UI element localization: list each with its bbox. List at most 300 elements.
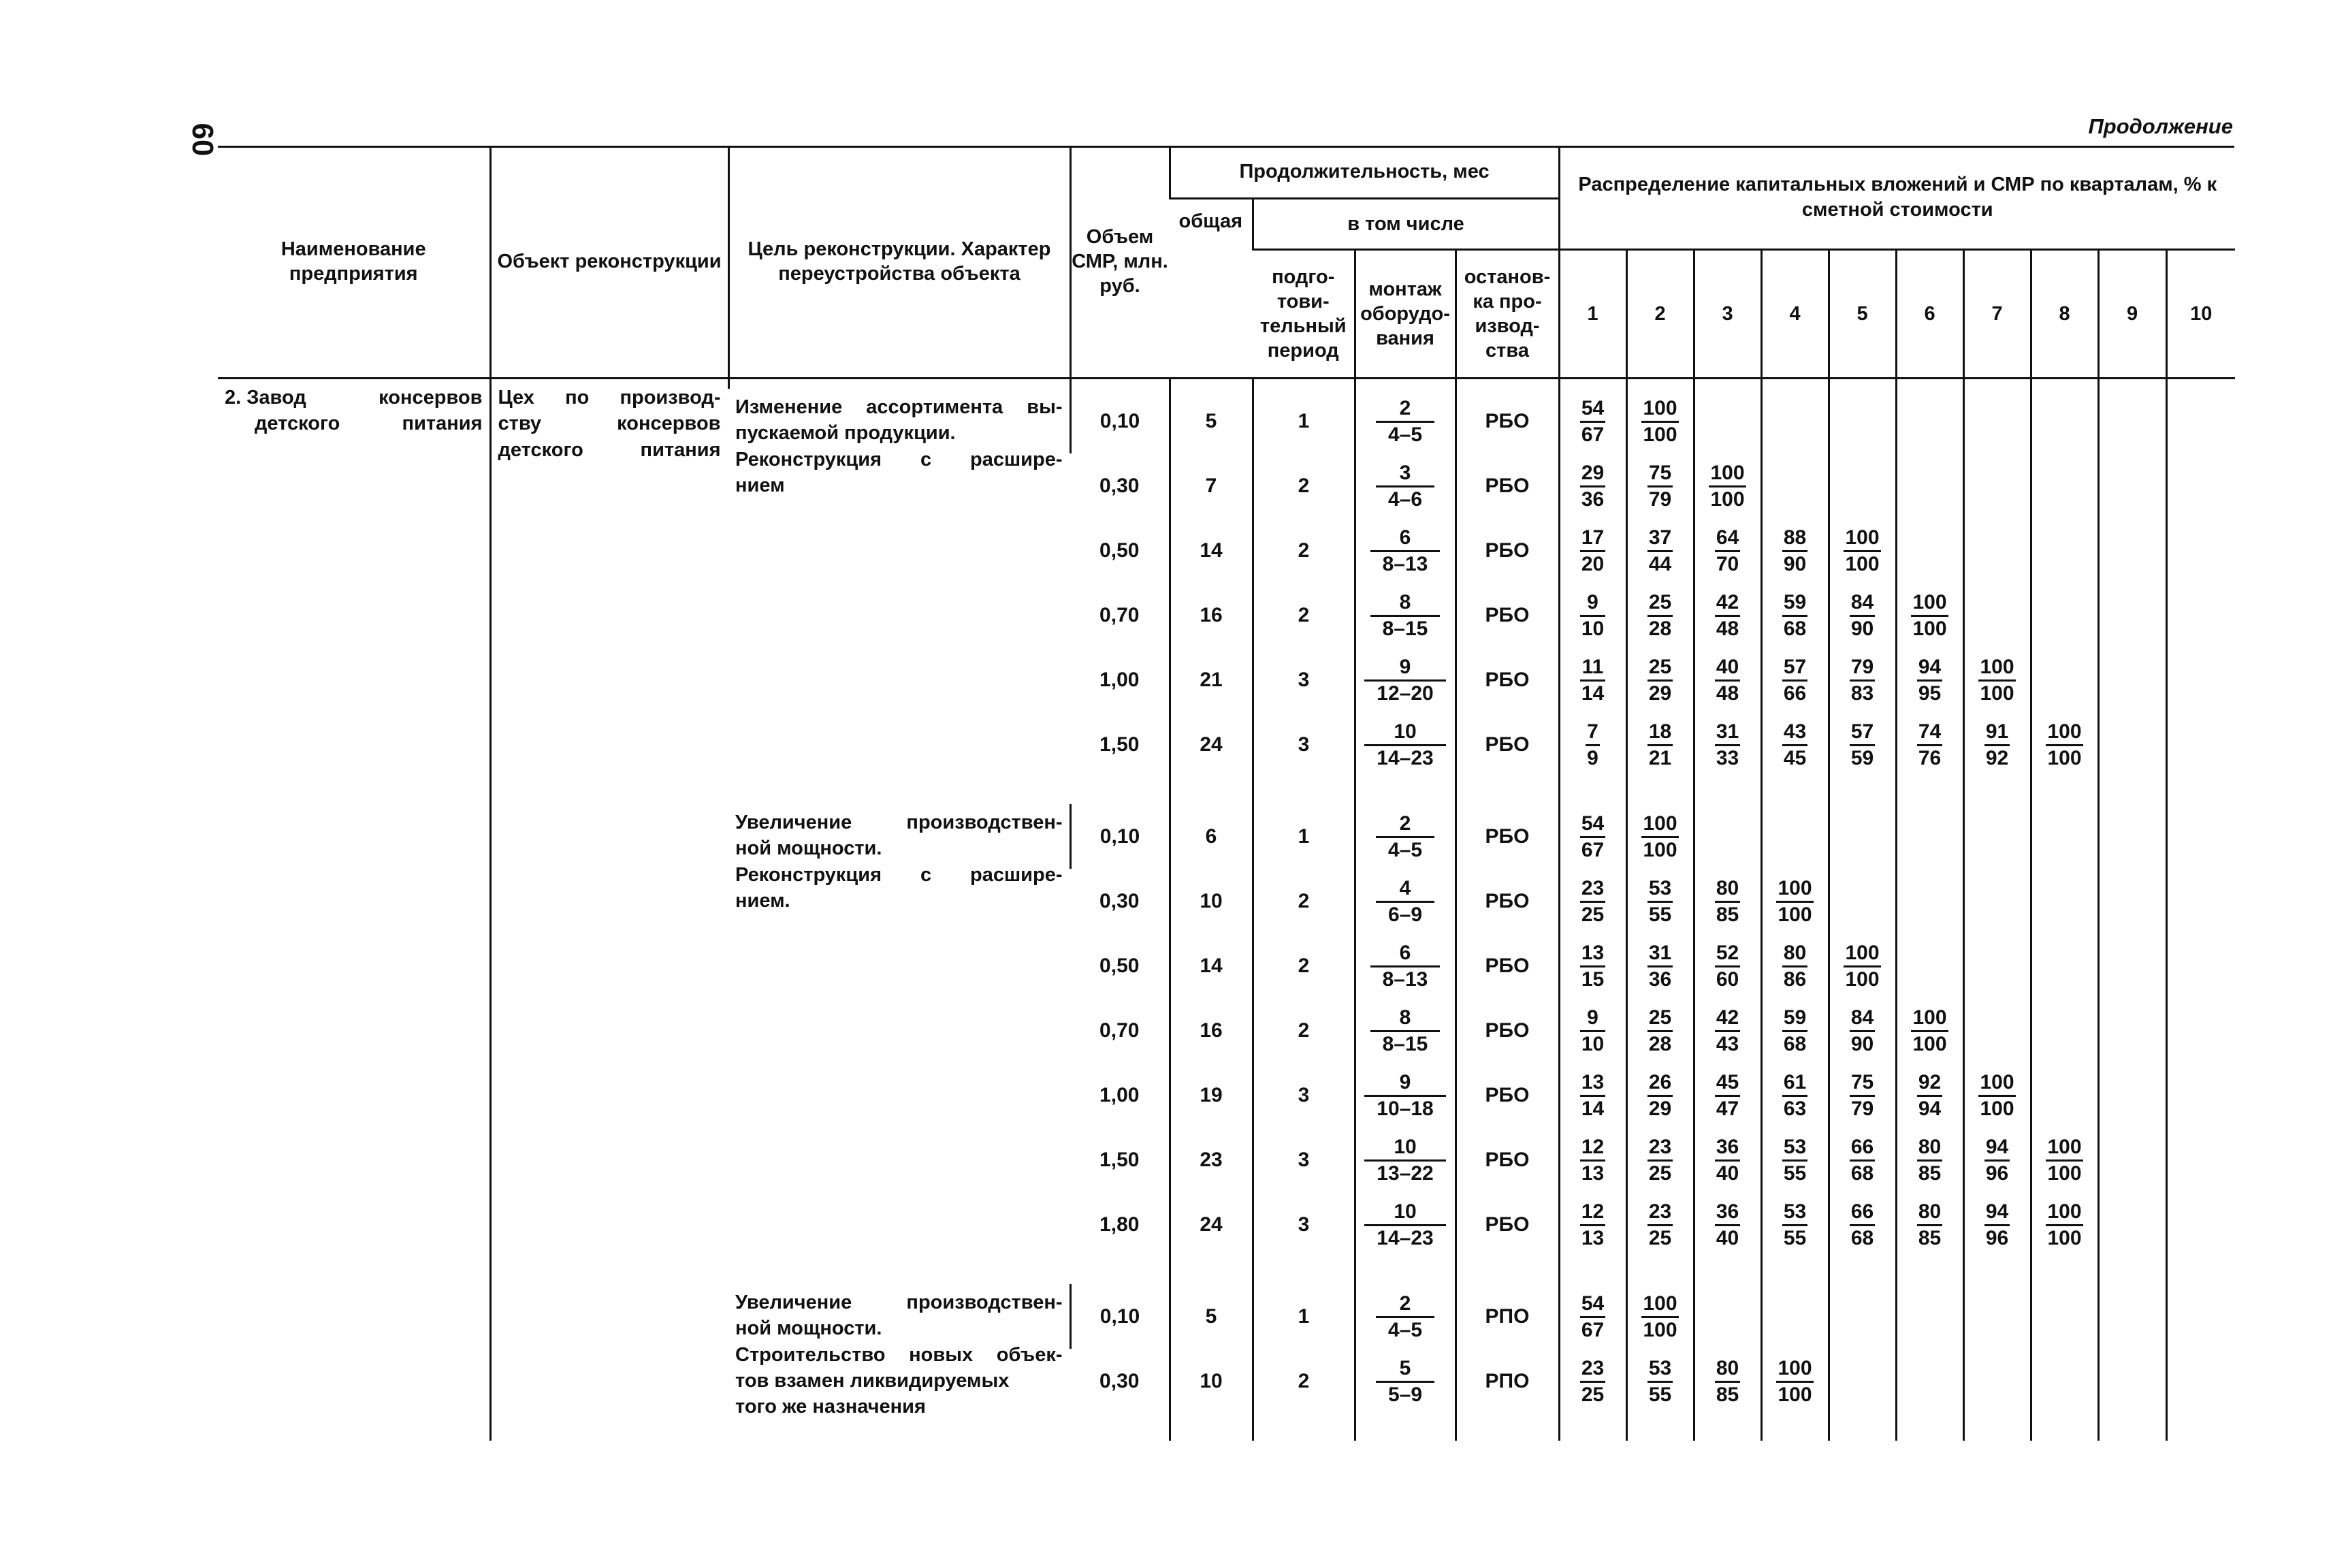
mount-fraction-numerator: 8 [1399, 591, 1411, 613]
prep-period-cell: 2 [1253, 869, 1355, 933]
quarter-cell-4 [1761, 1349, 1829, 1413]
total-duration-cell: 14 [1170, 518, 1253, 583]
quarter-fraction-numerator: 75 [1648, 462, 1672, 484]
quarter-fraction-numerator: 37 [1648, 526, 1672, 549]
mount-fraction-denominator: 5–9 [1376, 1381, 1434, 1406]
quarter-fraction-numerator: 61 [1783, 1071, 1807, 1093]
quarter-fraction-denominator: 25 [1647, 1224, 1673, 1249]
col-header-prep: подго-тови-тельный период [1253, 250, 1355, 379]
quarter-fraction-denominator: 55 [1647, 1381, 1673, 1406]
quarter-fraction-denominator: 68 [1850, 1224, 1875, 1249]
quarter-cell-2 [1626, 1284, 1694, 1349]
quarter-fraction-denominator: 100 [1641, 421, 1678, 446]
quarter-fraction-numerator: 36 [1716, 1200, 1739, 1223]
quarter-fraction-denominator: 66 [1782, 679, 1807, 705]
mount-fraction [1376, 878, 1434, 925]
quarter-fraction-numerator: 52 [1716, 942, 1739, 964]
quarter-fraction-denominator: 36 [1580, 485, 1605, 511]
goal-line: пускаемой продукции. [735, 422, 956, 445]
pad-cell [1253, 379, 1355, 389]
quarter-fraction-numerator: 57 [1850, 720, 1874, 743]
quarter-fraction [1715, 1358, 1740, 1405]
table-body [218, 379, 2235, 1441]
quarter-fraction-numerator: 57 [1783, 656, 1807, 678]
prep-period-cell: 2 [1253, 998, 1355, 1063]
gap-cell [1253, 1413, 1355, 1441]
quarter-fraction-denominator: 25 [1647, 1159, 1673, 1185]
quarter-fraction [1917, 656, 1942, 704]
gap-cell [2166, 1257, 2235, 1284]
quarter-fraction-denominator: 85 [1715, 1381, 1740, 1406]
quarter-cell-7 [1963, 1127, 2031, 1192]
quarter-fraction [1647, 1358, 1673, 1405]
volume-cell: 1,80 [1099, 1213, 1140, 1236]
quarter-fraction-numerator: 64 [1716, 526, 1739, 549]
quarter-cell-4 [1761, 453, 1829, 518]
quarter-fraction-numerator: 18 [1648, 720, 1672, 743]
mount-fraction-denominator: 14–23 [1364, 1224, 1445, 1249]
total-duration-cell: 24 [1170, 1192, 1253, 1257]
quarter-cell-9 [2098, 998, 2166, 1063]
quarter-fraction-denominator: 45 [1782, 744, 1807, 769]
quarter-fraction [1850, 592, 1875, 639]
quarter-fraction-numerator: 53 [1648, 1357, 1672, 1379]
quarter-fraction [1647, 527, 1673, 575]
quarter-cell-6 [1896, 1192, 1963, 1257]
quarter-cell-1 [1559, 998, 1626, 1063]
quarter-cell-8 [2031, 712, 2098, 777]
quarter-cell-3 [1694, 1192, 1761, 1257]
object-line-word: Цех [498, 387, 534, 409]
mount-fraction [1376, 462, 1434, 510]
object-line [498, 411, 721, 436]
quarter-cell-5 [1829, 1349, 1896, 1413]
quarter-fraction [1917, 1136, 1942, 1184]
total-duration-cell: 14 [1170, 933, 1253, 998]
quarter-fraction [1782, 656, 1807, 704]
quarter-fraction [1850, 1072, 1875, 1119]
quarter-fraction-denominator: 100 [2046, 744, 2083, 769]
quarter-fraction-denominator: 100 [1911, 615, 1948, 640]
col-header-quarter-7: 7 [1963, 250, 2031, 379]
quarter-fraction-numerator: 80 [1783, 942, 1807, 964]
pad-cell [1963, 379, 2031, 389]
volume-cell: 0,70 [1099, 603, 1140, 626]
quarter-cell-3 [1694, 647, 1761, 712]
quarter-cell-7 [1963, 998, 2031, 1063]
quarter-fraction-numerator: 43 [1783, 720, 1807, 743]
quarter-cell-5 [1829, 1127, 1896, 1192]
prep-period-cell: 2 [1253, 583, 1355, 647]
quarter-cell-3 [1694, 1349, 1761, 1413]
quarter-fraction [1917, 1072, 1942, 1119]
quarter-cell-2 [1626, 518, 1694, 583]
stop-cell: РБО [1456, 518, 1559, 583]
gap-cell [2031, 1257, 2098, 1284]
quarter-fraction [1580, 1293, 1605, 1341]
quarter-fraction-numerator: 9 [1587, 1006, 1598, 1029]
gap-cell [2098, 1257, 2166, 1284]
quarter-cell-6 [1896, 453, 1963, 518]
quarter-cell-6 [1896, 933, 1963, 998]
pad-cell [1694, 379, 1761, 389]
quarter-fraction-denominator: 79 [1850, 1095, 1875, 1120]
goal-line: Строительство новых объек- [735, 1343, 1063, 1366]
quarter-fraction-numerator: 59 [1783, 1006, 1807, 1029]
quarter-cell-9 [2098, 1063, 2166, 1127]
pad-cell [2031, 379, 2098, 389]
quarter-cell-4 [1761, 1192, 1829, 1257]
quarter-cell-6 [1896, 1284, 1963, 1349]
quarter-cell-9 [2098, 1349, 2166, 1413]
quarter-fraction [1782, 1072, 1807, 1119]
gap-cell [2166, 1413, 2235, 1441]
quarter-fraction [1715, 721, 1740, 769]
quarter-fraction-numerator: 7 [1587, 720, 1598, 743]
mount-fraction-denominator: 13–22 [1364, 1159, 1445, 1185]
gap-cell [1355, 777, 1456, 804]
quarter-cell-10 [2166, 1063, 2235, 1127]
quarter-cell-2 [1626, 389, 1694, 453]
schedule-table [218, 146, 2235, 1441]
quarter-cell-10 [2166, 1349, 2235, 1413]
total-duration-cell: 10 [1170, 1349, 1253, 1413]
quarter-cell-2 [1626, 647, 1694, 712]
quarter-fraction [1715, 1007, 1740, 1055]
gap-cell [1070, 1257, 1170, 1284]
quarter-fraction [1984, 1136, 2010, 1184]
quarter-fraction [2046, 721, 2083, 769]
quarter-fraction-denominator: 55 [1782, 1224, 1807, 1249]
quarter-cell-8 [2031, 933, 2098, 998]
quarter-fraction-numerator: 23 [1648, 1200, 1672, 1223]
quarter-fraction-denominator: 68 [1782, 1030, 1807, 1055]
gap-cell [1829, 777, 1896, 804]
quarter-cell-5 [1829, 712, 1896, 777]
quarter-fraction [1782, 592, 1807, 639]
quarter-cell-2 [1626, 804, 1694, 869]
volume-cell: 0,70 [1099, 1019, 1140, 1042]
quarter-fraction-numerator: 23 [1581, 1357, 1605, 1379]
quarter-fraction-denominator: 10 [1580, 1030, 1605, 1055]
stop-cell: РБО [1456, 583, 1559, 647]
continuation-label: Продолжение [2088, 114, 2233, 138]
quarter-cell-8 [2031, 647, 2098, 712]
gap-cell [1896, 1413, 1963, 1441]
quarter-cell-2 [1626, 453, 1694, 518]
pad-cell [1170, 379, 1253, 389]
quarter-fraction-denominator: 100 [1776, 901, 1813, 926]
quarter-cell-10 [2166, 389, 2235, 453]
quarter-fraction [1782, 1136, 1807, 1184]
mount-fraction-numerator: 10 [1394, 1136, 1417, 1158]
quarter-cell-5 [1829, 804, 1896, 869]
gap-cell [2031, 1413, 2098, 1441]
goal-cell [728, 389, 1070, 804]
quarter-fraction-numerator: 100 [1710, 462, 1745, 484]
gap-cell [1963, 1257, 2031, 1284]
pad-cell [2098, 379, 2166, 389]
mount-fraction [1376, 813, 1434, 861]
goal-cell [728, 804, 1070, 1284]
quarter-fraction-denominator: 100 [1978, 679, 2015, 705]
quarter-cell-3 [1694, 1063, 1761, 1127]
gap-cell [1896, 1257, 1963, 1284]
quarter-fraction [1580, 1007, 1605, 1055]
schedule-table-frame [218, 146, 2234, 1463]
stop-cell: РБО [1456, 1127, 1559, 1192]
goal-line: нием [735, 474, 785, 496]
goal-line: нием. [735, 889, 790, 912]
quarter-fraction [1580, 1136, 1605, 1184]
quarter-fraction-numerator: 25 [1648, 1006, 1672, 1029]
col-header-quarter-8: 8 [2031, 250, 2098, 379]
quarter-fraction-denominator: 92 [1984, 744, 2010, 769]
prep-period-cell: 2 [1253, 453, 1355, 518]
quarter-fraction [1911, 592, 1948, 639]
quarter-fraction-denominator: 25 [1580, 1381, 1605, 1406]
quarter-fraction-denominator: 20 [1580, 550, 1605, 575]
quarter-fraction-numerator: 17 [1581, 526, 1605, 549]
quarter-fraction-denominator: 47 [1715, 1095, 1740, 1120]
quarter-fraction-numerator: 100 [1980, 1071, 2014, 1093]
gap-cell [1170, 1257, 1253, 1284]
quarter-cell-1 [1559, 1127, 1626, 1192]
quarter-cell-4 [1761, 998, 1829, 1063]
total-duration-cell: 6 [1170, 804, 1253, 869]
quarter-fraction-numerator: 12 [1581, 1136, 1605, 1158]
col-header-duration: Продолжительность, мес [1170, 146, 1559, 199]
mount-fraction [1376, 1358, 1434, 1405]
gap-cell [1626, 1413, 1694, 1441]
quarter-cell-1 [1559, 453, 1626, 518]
gap-cell [1559, 1413, 1626, 1441]
prep-period-cell: 1 [1253, 1284, 1355, 1349]
quarter-fraction-numerator: 66 [1850, 1200, 1874, 1223]
total-duration-cell: 23 [1170, 1127, 1253, 1192]
quarter-fraction-numerator: 59 [1783, 591, 1807, 613]
mount-fraction-denominator: 6–9 [1376, 901, 1434, 926]
quarter-fraction-denominator: 90 [1850, 1030, 1875, 1055]
quarter-fraction-denominator: 100 [1978, 1095, 2015, 1120]
quarter-cell-7 [1963, 933, 2031, 998]
mount-fraction-denominator: 8–15 [1370, 1030, 1441, 1055]
mount-fraction-numerator: 5 [1399, 1357, 1411, 1379]
quarter-fraction-denominator: 28 [1647, 615, 1673, 640]
quarter-cell-8 [2031, 583, 2098, 647]
quarter-fraction [1850, 1136, 1875, 1184]
gap-cell [1170, 777, 1253, 804]
mount-cell [1355, 1063, 1456, 1127]
quarter-fraction-numerator: 25 [1648, 591, 1672, 613]
gap-cell [1070, 1413, 1170, 1441]
mount-fraction-denominator: 14–23 [1364, 744, 1445, 769]
quarter-cell-3 [1694, 804, 1761, 869]
quarter-cell-10 [2166, 1127, 2235, 1192]
quarter-fraction-denominator: 100 [2046, 1159, 2083, 1185]
quarter-fraction-numerator: 80 [1918, 1136, 1942, 1158]
quarter-fraction-numerator: 54 [1581, 812, 1605, 835]
quarter-fraction-numerator: 53 [1783, 1200, 1807, 1223]
quarter-fraction-denominator: 76 [1917, 744, 1942, 769]
quarter-cell-8 [2031, 518, 2098, 583]
quarter-fraction-denominator: 68 [1782, 615, 1807, 640]
quarter-cell-3 [1694, 869, 1761, 933]
quarter-cell-7 [1963, 1349, 2031, 1413]
mount-fraction-numerator: 2 [1399, 1292, 1411, 1315]
quarter-fraction-denominator: 29 [1647, 679, 1673, 705]
quarter-fraction-numerator: 31 [1648, 942, 1672, 964]
quarter-cell-7 [1963, 583, 2031, 647]
mount-cell [1355, 583, 1456, 647]
total-duration-cell: 16 [1170, 998, 1253, 1063]
quarter-cell-8 [2031, 869, 2098, 933]
quarter-fraction [1647, 1201, 1673, 1249]
enterprise-line-word: 2. Завод [225, 387, 306, 409]
quarter-cell-4 [1761, 1127, 1829, 1192]
goal-line: Изменение ассортимента вы- [735, 396, 1063, 418]
quarter-cell-6 [1896, 869, 1963, 933]
mount-fraction-denominator: 10–18 [1364, 1095, 1445, 1120]
gap-cell [1626, 777, 1694, 804]
stop-cell: РБО [1456, 804, 1559, 869]
quarter-fraction-denominator: 68 [1850, 1159, 1875, 1185]
quarter-fraction [1776, 1358, 1813, 1405]
mount-fraction-denominator: 8–15 [1370, 615, 1441, 640]
quarter-fraction [1580, 527, 1605, 575]
quarter-cell-1 [1559, 933, 1626, 998]
object-line-word: ству [498, 413, 542, 435]
quarter-cell-9 [2098, 933, 2166, 998]
quarter-cell-4 [1761, 583, 1829, 647]
quarter-fraction-numerator: 100 [1778, 877, 1812, 899]
quarter-fraction-numerator: 100 [2047, 1136, 2082, 1158]
quarter-cell-9 [2098, 1127, 2166, 1192]
quarter-fraction [1586, 721, 1600, 769]
quarter-fraction-denominator: 67 [1580, 1316, 1605, 1341]
quarter-fraction-denominator: 21 [1647, 744, 1673, 769]
prep-period-cell: 3 [1253, 647, 1355, 712]
mount-fraction-numerator: 2 [1399, 397, 1411, 419]
quarter-fraction-denominator: 96 [1984, 1159, 2010, 1185]
prep-period-cell: 2 [1253, 518, 1355, 583]
object-line [498, 385, 721, 411]
gap-cell [1170, 1413, 1253, 1441]
quarter-fraction [1580, 592, 1605, 639]
quarter-cell-1 [1559, 1063, 1626, 1127]
quarter-cell-3 [1694, 1127, 1761, 1192]
quarter-fraction [1647, 1136, 1673, 1184]
mount-cell [1355, 647, 1456, 712]
mount-cell [1355, 998, 1456, 1063]
gap-cell [2098, 1413, 2166, 1441]
quarter-fraction-denominator: 100 [1844, 965, 1880, 991]
quarter-fraction-denominator: 100 [1641, 1316, 1678, 1341]
gap-cell [1694, 1257, 1761, 1284]
quarter-cell-7 [1963, 1284, 2031, 1349]
quarter-fraction-denominator: 67 [1580, 421, 1605, 446]
volume-cell: 0,50 [1099, 954, 1140, 977]
gap-cell [1761, 777, 1829, 804]
quarter-cell-6 [1896, 389, 1963, 453]
quarter-fraction [1978, 656, 2015, 704]
quarter-fraction [1647, 942, 1673, 990]
quarter-cell-4 [1761, 933, 1829, 998]
gap-cell [1559, 777, 1626, 804]
quarter-fraction-denominator: 44 [1647, 550, 1673, 575]
quarter-fraction-denominator: 43 [1715, 1030, 1740, 1055]
quarter-fraction [1715, 1072, 1740, 1119]
quarter-fraction-denominator: 96 [1984, 1224, 2010, 1249]
quarter-cell-2 [1626, 1127, 1694, 1192]
mount-cell [1355, 1192, 1456, 1257]
gap-cell [1761, 1413, 1829, 1441]
quarter-fraction [1917, 721, 1942, 769]
mount-cell [1355, 518, 1456, 583]
quarter-cell-8 [2031, 1127, 2098, 1192]
quarter-fraction [1844, 942, 1880, 990]
mount-cell [1355, 389, 1456, 453]
volume-cell: 0,50 [1099, 539, 1140, 562]
quarter-fraction [1782, 527, 1807, 575]
quarter-fraction-numerator: 80 [1716, 877, 1739, 899]
quarter-cell-6 [1896, 998, 1963, 1063]
quarter-fraction-numerator: 54 [1581, 1292, 1605, 1315]
quarter-cell-10 [2166, 933, 2235, 998]
total-duration-cell: 16 [1170, 583, 1253, 647]
col-header-quarter-10: 10 [2166, 250, 2235, 379]
quarter-fraction-numerator: 13 [1581, 1071, 1605, 1093]
enterprise-line [225, 411, 483, 436]
quarter-cell-9 [2098, 1284, 2166, 1349]
quarter-cell-8 [2031, 1349, 2098, 1413]
mount-fraction-numerator: 2 [1399, 812, 1411, 835]
mount-fraction-numerator: 10 [1394, 720, 1417, 743]
quarter-fraction [1844, 527, 1880, 575]
prep-period-cell: 2 [1253, 1349, 1355, 1413]
quarter-cell-6 [1896, 1063, 1963, 1127]
quarter-cell-1 [1559, 583, 1626, 647]
stop-cell: РПО [1456, 1349, 1559, 1413]
quarter-fraction-numerator: 80 [1918, 1200, 1942, 1223]
quarter-fraction [1850, 1201, 1875, 1249]
quarter-fraction-numerator: 100 [1980, 656, 2014, 678]
quarter-cell-7 [1963, 389, 2031, 453]
quarter-fraction-numerator: 94 [1985, 1136, 2009, 1158]
quarter-fraction [1715, 942, 1740, 990]
quarter-cell-2 [1626, 1349, 1694, 1413]
gap-cell [1456, 777, 1559, 804]
quarter-cell-4 [1761, 1284, 1829, 1349]
quarter-fraction [1850, 1007, 1875, 1055]
quarter-fraction [1580, 1072, 1605, 1119]
enterprise-line-word: детского [255, 413, 340, 435]
stop-cell: РБО [1456, 389, 1559, 453]
quarter-fraction-denominator: 85 [1917, 1224, 1942, 1249]
quarter-cell-5 [1829, 1284, 1896, 1349]
total-duration-cell: 10 [1170, 869, 1253, 933]
quarter-cell-6 [1896, 804, 1963, 869]
col-header-quarter-3: 3 [1694, 250, 1761, 379]
mount-fraction-numerator: 6 [1399, 526, 1411, 549]
quarter-fraction-numerator: 80 [1716, 1357, 1739, 1379]
mount-fraction [1364, 1072, 1445, 1119]
quarter-cell-7 [1963, 453, 2031, 518]
quarter-fraction [1580, 656, 1605, 704]
quarter-cell-8 [2031, 1192, 2098, 1257]
quarter-fraction-numerator: 26 [1648, 1071, 1672, 1093]
quarter-fraction [1641, 398, 1678, 445]
